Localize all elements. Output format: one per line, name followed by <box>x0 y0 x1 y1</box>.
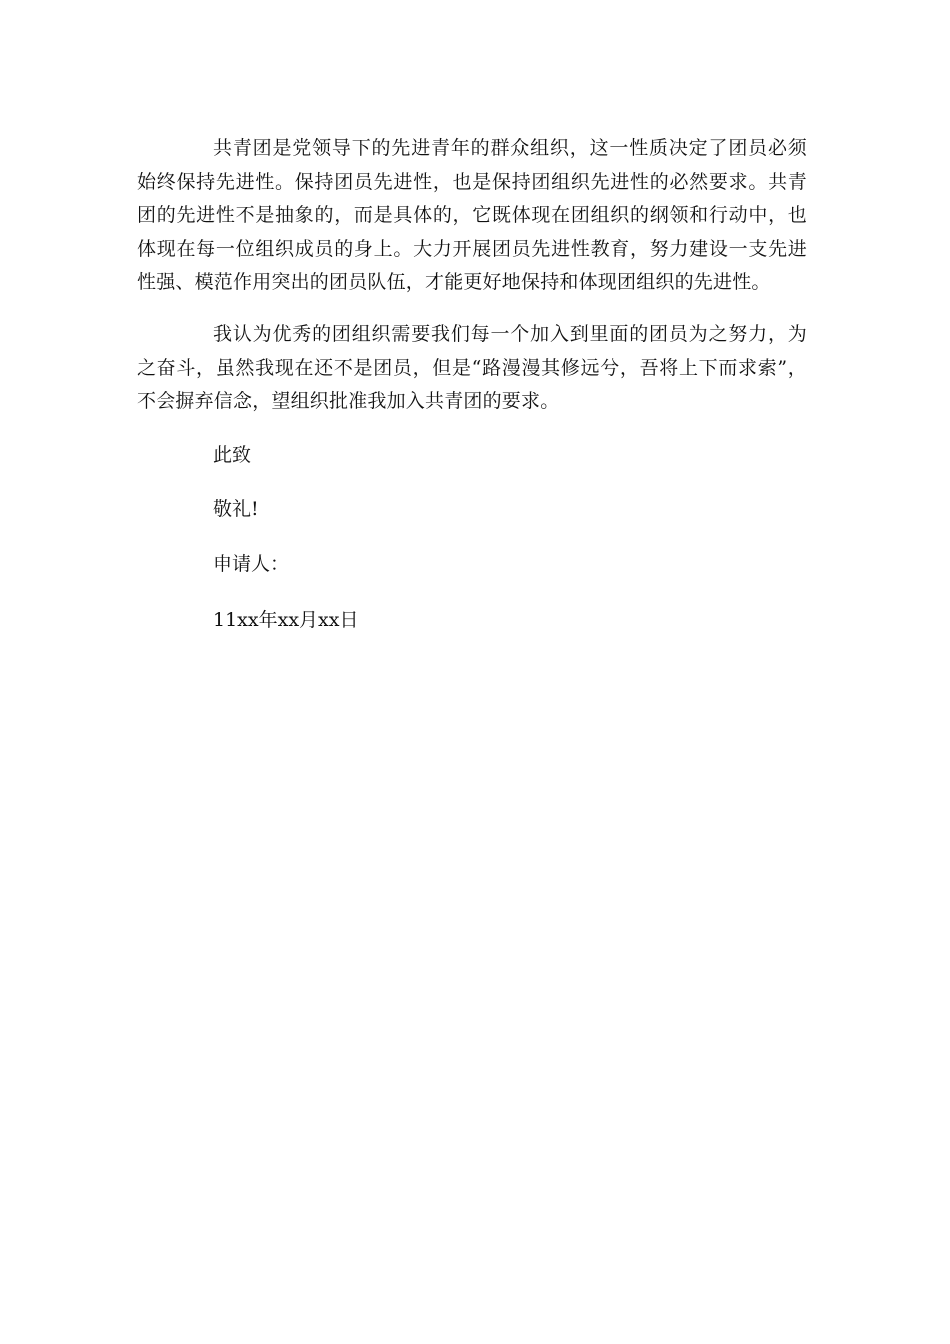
closing-salutation: 此致 <box>213 444 252 466</box>
body-paragraph-1: 共青团是党领导下的先进青年的群众组织，这一性质决定了团员必须始终保持先进性。保持团员先进性，也是保持团组织先进性的必然要求。共青团的先进性不是抽象的，而是具体的，它既体现在团组织的纲领和行动中，也体现在每一位组织成员的身上。大力开展团员先进性教育，努力建设一支先进性强、模范作用突出的团员队伍，才能更好地保持和体现团组织的先进性。 <box>137 137 807 293</box>
closing-regards: 敬礼! <box>213 498 259 520</box>
body-paragraph-2: 我认为优秀的团组织需要我们每一个加入到里面的团员为之努力，为之奋斗，虽然我现在还不是团员，但是“路漫漫其修远兮，吾将上下而求索”，不会摒弃信念，望组织批准我加入共青团的要求。 <box>137 323 807 412</box>
applicant-label: 申请人： <box>213 553 290 575</box>
signature-date: 11xx年xx月xx日 <box>213 609 359 631</box>
